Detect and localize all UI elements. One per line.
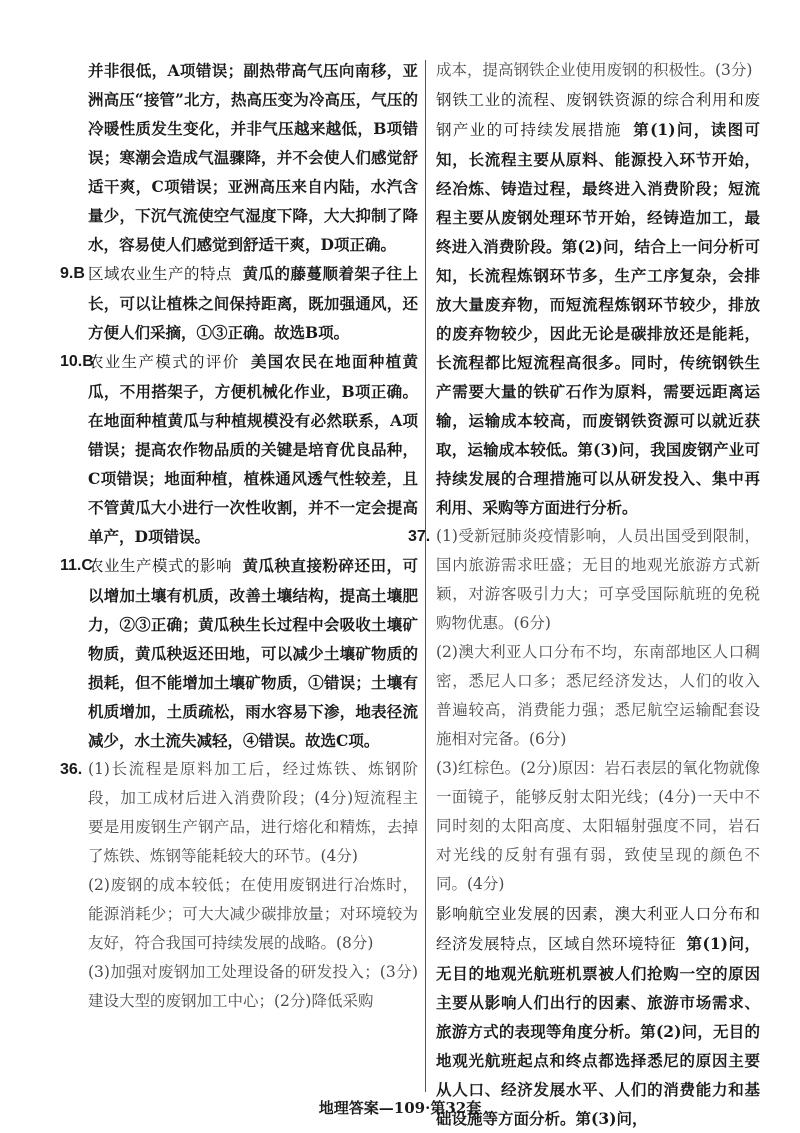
q10-topic: 农业生产模式的评价 [88,353,240,371]
right-column [408,56,760,1133]
q10-number: 10.B [60,353,94,370]
q36-part3: (3)加强对废钢加工处理设备的研发投入；(3分)建设大型的废钢加工中心；(2分)降低采购 [88,963,418,1010]
q37-part1: (1)受新冠肺炎疫情影响，人员出国受到限制，国内旅游需求旺盛；无目的地观光旅游方式新颖，对游客吸引力大；可享受国际航班的免税购物优惠。(6分) [436,527,760,632]
q36-part1: (1)长流程是原料加工后，经过炼铁、炼钢阶段，加工成材后进入消费阶段；(4分)短流程主要是用废钢生产钢产品，进行熔化和精炼，去掉了炼铁、炼钢等能耗较大的环节。(4分) [88,760,418,865]
page-footer: 地理答案—109·第32套 [318,1099,482,1117]
q37-part2: (2)澳大利亚人口分布不均，东南部地区人口稠密，悉尼人口多；悉尼经济发达，人们的收入普遍较高，消费能力强；悉尼航空运输配套设施相对完备。(6分) [436,643,760,748]
left-column [60,56,418,1016]
q36-number: 36. [60,761,83,778]
q37-analysis-topic: 影响航空业发展的因素，澳大利亚人口分布和经济发展特点，区域自然环境特征 [436,905,760,953]
q11-text: 黄瓜秧直接粉碎还田，可以增加土壤有机质，改善土壤结构，提高土壤肥力，②③正确；黄瓜秧生长过程中会吸收土壤矿物质，黄瓜秧返还田地，可以减少土壤矿物质的损耗，但不能增加土壤矿物质，①错误；土壤有机质增加，土质疏松，雨水容易下渗，地表径流减少，水土流失减轻，④错误。故选C项。 [88,556,418,750]
q8-analysis-continuation: 并非很低，A项错误；副热带高气压向南移，亚洲高压“接管”北方，热高压变为冷高压，气压的冷暖性质发生变化，并非气压越来越低，B项错误；寒潮会造成气温骤降，并不会使人们感觉舒适干爽，C项错误；亚洲高压来自内陆，水汽含量少，下沉气流使空气湿度下降，大大抑制了降水，容易使人们感觉到舒适干爽，D项正确。 [88,61,418,254]
q10-answer [60,347,418,551]
q11-number: 11.C [60,557,93,574]
q37-analysis-text: 第(1)问，无目的地观光航班机票被人们抢购一空的原因主要从影响人们出行的因素、旅游市场需求、旅游方式的表现等角度分析。第(2)问，无目的地观光航班起点和终点都选择悉尼的原因主要从人口、经济发展水平、人们的消费能力和基础设施等方面分析。第(3)问， [436,934,760,1128]
q36-analysis-topic: 钢铁工业的流程、废钢铁资源的综合利用和废钢产业的可持续发展措施 [436,91,760,139]
q9-text: 黄瓜的藤蔓顺着架子往上长，可以让植株之间保持距离，既加强通风，还方便人们采摘，①③正确。故选B项。 [88,264,418,342]
q37-number: 37. [408,528,431,545]
q9-answer [60,259,418,347]
q9-number: 9.B [60,265,85,282]
q36-part3-continuation: 成本，提高钢铁企业使用废钢的积极性。(3分) [436,61,753,79]
q36-part2: (2)废钢的成本较低；在使用废钢进行冶炼时，能源消耗少；可大大减少碳排放量；对环境较为友好，符合我国可持续发展的战略。(8分) [88,876,418,952]
q11-answer [60,551,418,755]
q11-topic: 农业生产模式的影响 [88,557,232,575]
q10-text: 美国农民在地面种植黄瓜，不用搭架子，方便机械化作业，B项正确。在地面种植黄瓜与种植规模没有必然联系，A项错误；提高农作物品质的关键是培育优良品种，C项错误；地面种植，植株通风透气性较差，且不管黄瓜大小进行一次性收割，并不一定会提高单产，D项错误。 [88,352,418,546]
q36-analysis [436,85,760,522]
q36-answer [60,755,418,1016]
q37-part3: (3)红棕色。(2分)原因：岩石表层的氧化物就像一面镜子，能够反射太阳光线；(4分)一天中不同时刻的太阳高度、太阳辐射强度不同，岩石对光线的反射有强有弱，致使呈现的颜色不同。(4分) [436,759,760,893]
q37-answer [408,522,760,899]
q9-topic: 区域农业生产的特点 [88,265,232,283]
column-divider [425,60,426,1092]
q36-analysis-text: 第(1)问，读图可知，长流程主要从原料、能源投入环节开始，经冶炼、铸造过程，最终进入消费阶段；短流程主要从废钢处理环节开始，经铸造加工，最终进入消费阶段。第(2)问，结合上一问分析可知，长流程炼钢环节多，生产工序复杂，会排放大量废弃物，而短流程炼钢环节较少，排放的废弃物较少，因此无论是碳排放还是能耗，长流程都比短流程高很多。同时，传统钢铁生产需要大量的铁矿石作为原料，需要远距离运输，运输成本较高，而废钢铁资源可以就近获取，运输成本较低。第(3)问，我国废钢产业可持续发展的合理措施可以从研发投入、集中再利用、采购等方面进行分析。 [436,120,760,517]
